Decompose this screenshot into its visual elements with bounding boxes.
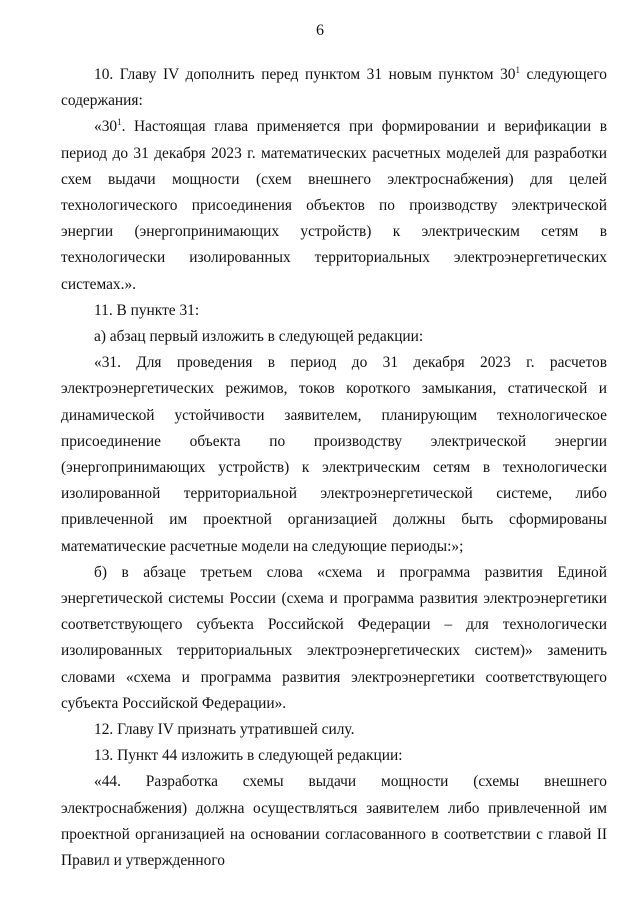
paragraph-quote-31: «31. Для проведения в период до 31 декабря 2023 г. расчетов электроэнергетических режимов, токов короткого замыкания, статической и динамической устойчивости заявителем, планирующим технологическое присоединение объекта по производству электрической энергии (энергопринимающих устройств) к электрическим сетям в технологически изолированной территориальной электроэнергетической системе, либо привлеченной им проектной организацией должны быть сформированы математические расчетные модели на следующие периоды:»; [61,354,607,555]
paragraph-quote-30-1-text: . Настоящая глава применяется при формировании и верификации в период до 31 декабря 2023 г. математических расчетных моделей для разработки схем выдачи мощности (схем внешнего электроснабжения) для целей технологического присоединения объектов по производству электрической энергии (энергопринимающих устройств) к электрическим сетям в технологически изолированных территориальных электроэнергетических системах.». [61,118,607,293]
paragraph-item-10 [61,62,607,114]
document-body [61,62,607,874]
paragraph-item-10-text: 10. Главу IV дополнить перед пунктом 31 новым пунктом 30 [94,66,516,83]
paragraph-quote-30-1 [61,114,607,297]
paragraph-item-10-text-end: следующего содержания: [61,66,607,110]
paragraph-item-11: 11. В пункте 31: [94,301,200,319]
paragraph-item-12: 12. Главу IV признать утратившей силу. [94,721,355,739]
page-number: 6 [316,22,324,39]
paragraph-subitem-b: б) в абзаце третьем слова «схема и программа развития Единой энергетической системы России (схема и программа развития электроэнергетики соответствующего субъекта Российской Федерации – для технологически изолированных территориальных электроэнергетических систем)» заменить словами «схема и программа развития электроэнергетики соответствующего субъекта Российской Федерации». [61,563,607,712]
paragraph-item-13: 13. Пункт 44 изложить в следующей редакции: [94,747,403,765]
superscript-1-quote: 1 [117,117,122,128]
paragraph-quote-44: «44. Разработка схемы выдачи мощности (схемы внешнего электроснабжения) должна осуществляться заявителем либо привлеченной им проектной организацией на основании согласованного в соответствии с главой II Правил и утвержденного [61,773,607,870]
paragraph-quote-30-1-start: «30 [94,118,118,136]
superscript-1: 1 [515,65,520,75]
paragraph-subitem-a: а) абзац первый изложить в следующей редакции: [94,328,424,346]
